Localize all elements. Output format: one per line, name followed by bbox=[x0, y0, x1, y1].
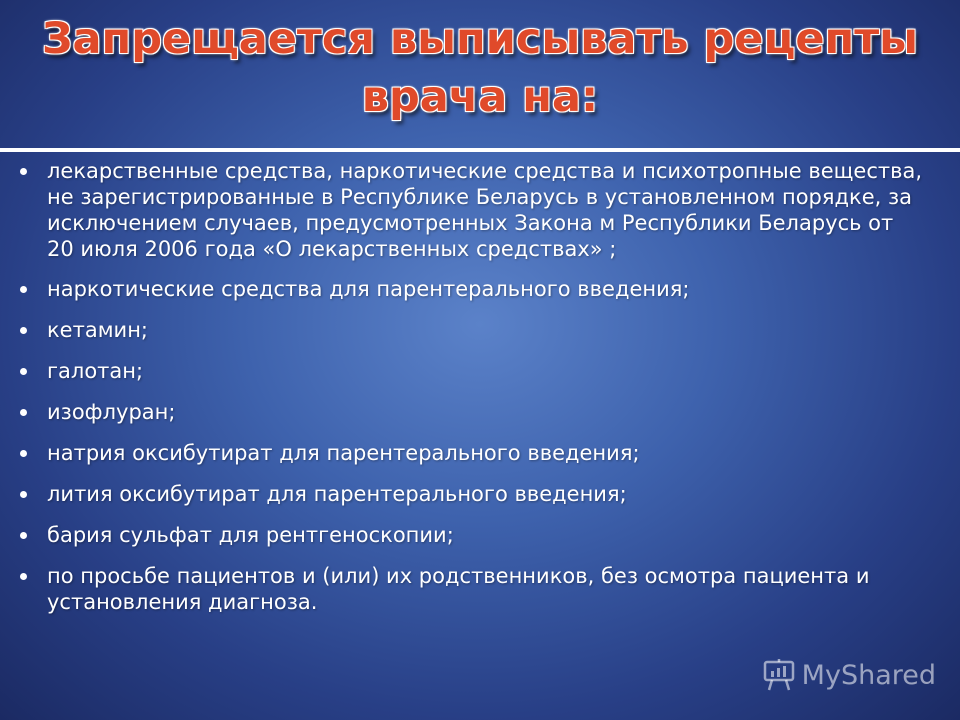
watermark bbox=[762, 658, 936, 692]
list-item bbox=[20, 399, 925, 426]
list-item bbox=[20, 481, 925, 508]
slide-title bbox=[0, 10, 960, 126]
list-item-text: изофлуран; bbox=[47, 400, 176, 424]
bullet-icon bbox=[20, 168, 27, 175]
bullet-list bbox=[20, 158, 925, 629]
list-item-text: лекарственные средства, наркотические средства и психотропные вещества, не зарегистрированные в Республике Беларусь в установленном порядке, за исключением случаев, предусмотренных Закона м Республики Беларусь от 20 июля 2006 года «О лекарственных средствах» ; bbox=[47, 159, 923, 261]
presentation-board-icon bbox=[762, 658, 796, 692]
list-item-text: наркотические средства для парентерального введения; bbox=[47, 277, 690, 301]
list-item bbox=[20, 317, 925, 344]
bullet-icon bbox=[20, 573, 27, 580]
list-item bbox=[20, 158, 925, 262]
list-item bbox=[20, 522, 925, 549]
bullet-icon bbox=[20, 368, 27, 375]
bullet-icon bbox=[20, 409, 27, 416]
watermark-text: MyShared bbox=[801, 659, 936, 691]
list-item bbox=[20, 276, 925, 303]
slide-title-line-1: Запрещается выписывать рецепты bbox=[41, 14, 919, 64]
list-item-text: галотан; bbox=[47, 359, 144, 383]
bullet-icon bbox=[20, 532, 27, 539]
list-item-text: по просьбе пациентов и (или) их родственников, без осмотра пациента и установления диагноза. bbox=[47, 564, 870, 614]
list-item bbox=[20, 563, 925, 615]
list-item-text: натрия оксибутират для парентерального введения; bbox=[47, 441, 640, 465]
title-panel bbox=[0, 0, 960, 152]
list-item bbox=[20, 440, 925, 467]
bullet-icon bbox=[20, 327, 27, 334]
list-item-text: кетамин; bbox=[47, 318, 149, 342]
list-item bbox=[20, 358, 925, 385]
bullet-icon bbox=[20, 450, 27, 457]
list-item-text: бария сульфат для рентгеноскопии; bbox=[47, 523, 454, 547]
slide-title-line-2: врача на: bbox=[361, 72, 599, 122]
bullet-icon bbox=[20, 491, 27, 498]
list-item-text: лития оксибутират для парентерального введения; bbox=[47, 482, 627, 506]
bullet-icon bbox=[20, 286, 27, 293]
